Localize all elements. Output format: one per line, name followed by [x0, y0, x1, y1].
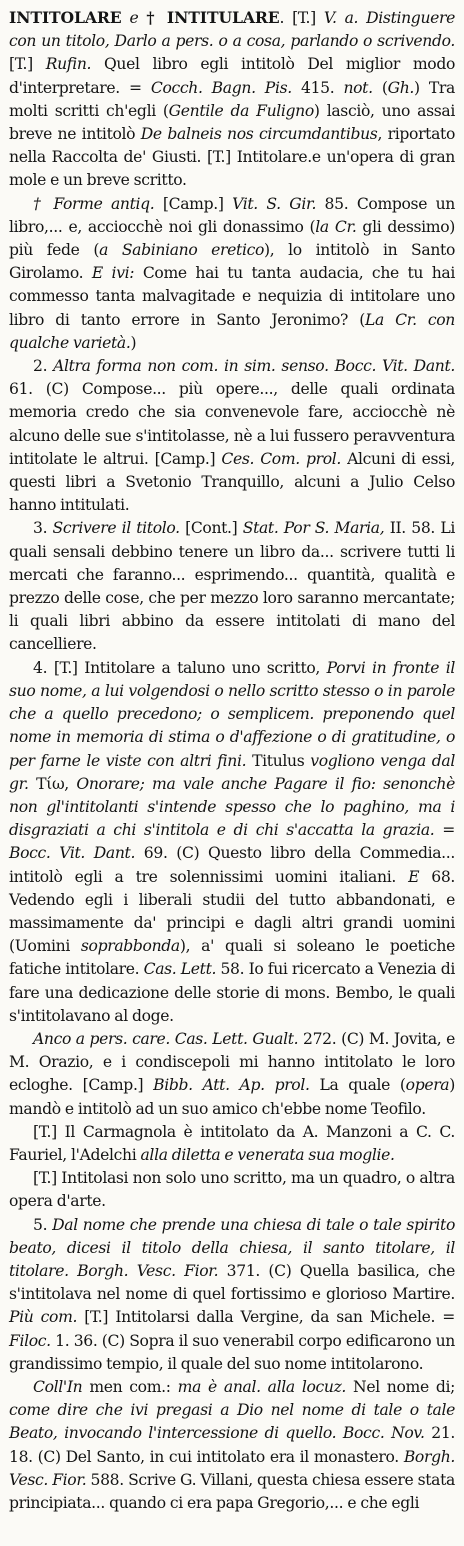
- text-run: Τίω,: [28, 774, 77, 793]
- text-run: [T.] Il Carmagnola è intitolato da A. Manzoni a C. C. Fauriel, l'Adelchi: [9, 1122, 455, 1164]
- text-run: 588. Scrive G. Villani, questa chiesa essere stata principiata... quando ci era papa Gregorio,... e che egli: [9, 1470, 455, 1512]
- text-run: Alcuni di essi, questi libri a Svetonio Tranquillo, alcuni a Julio Celso hanno intitulati.: [9, 449, 455, 515]
- text-run: men com.:: [82, 1377, 178, 1396]
- italic-run: E: [408, 867, 420, 886]
- text-run: . [T.]: [279, 9, 324, 27]
- text-run: 4. [T.] Intitolare a taluno uno scritto,: [33, 658, 327, 677]
- headword: INTITOLARE: [9, 8, 122, 27]
- italic-run: Scrivere il titolo.: [52, 519, 180, 538]
- text-run: Quel libro egli intitolò Del miglior modo d'interpretare. =: [9, 55, 455, 97]
- text-run: [T.] Intitolasi non solo uno scritto, ma un quadro, o altra opera d'arte.: [9, 1169, 455, 1211]
- italic-run: De balneis nos circumdantibus: [140, 125, 378, 144]
- text-run: [T.]: [9, 55, 46, 74]
- text-run: =: [434, 821, 455, 840]
- italic-run: Onorare; ma vale anche Pagare il fio: senonchè non gl'intitolanti s'intende spesso che lo paghino, ma i disgraziati a chi s'intitola e di chi s'accatta la grazia.: [9, 774, 455, 840]
- text-run: 21. 18. (C) Del Santo, in cui intitolato era il monastero.: [9, 1424, 456, 1466]
- italic-run: Vit. S. Gir.: [232, 194, 317, 213]
- entry-paragraph-3: [9, 355, 455, 517]
- text-run: 69. (C) Questo libro della Commedia... intitolò egli a tre solennissimi uomini italiani.: [9, 844, 455, 886]
- entry-paragraph-10: [9, 1376, 455, 1515]
- italic-run: Cas. Lett.: [143, 960, 217, 979]
- text-run: ), lo intitolò in Santo Girolamo.: [9, 241, 455, 283]
- text-run: 85. Compose un libro,... e, acciocchè noi gli donassimo (: [9, 194, 455, 236]
- italic-run: Borgh. Vesc. Fior.: [9, 1447, 455, 1489]
- text-run: [Cont.]: [179, 519, 243, 538]
- text-run: ), a' quali si soleano le poetiche fatiche intitolare.: [9, 937, 455, 979]
- italic-run: opera: [405, 1076, 450, 1095]
- italic-run: alla diletta e venerata sua moglie.: [140, 1145, 395, 1164]
- italic-run: la Cr.: [315, 217, 357, 236]
- italic-run: Bibb. Att. Ap. prol.: [153, 1076, 310, 1095]
- text-run: Titulus: [246, 751, 311, 770]
- entry-paragraph-5: [9, 657, 455, 1028]
- text-run: La quale (: [309, 1076, 406, 1095]
- text-run: 415.: [291, 78, 344, 97]
- italic-run: Più com.: [9, 1308, 78, 1327]
- text-run: ) Tra molti scritti ch'egli (: [9, 78, 455, 120]
- text-run: (: [372, 78, 388, 97]
- text-run: 1. 36. (C) Sopra il suo venerabil corpo edificarono un grandissimo tempio, il quale del suo nome intitolarono.: [9, 1331, 455, 1373]
- text-run: ) lasciò, uno assai breve ne intitolò: [9, 101, 455, 144]
- text-run: Come hai tu tanta audacia, che tu hai commesso tanta malvagitade e nequizia di intitolare uno libro di tanto errore in Santo Jeronimo? (: [9, 264, 456, 329]
- italic-run: Cocch. Bagn. Pis.: [150, 78, 292, 97]
- italic-run: Dal nome che prende una chiesa di tale o tale spirito beato, dicesi il titolo della chiesa, il santo titolare, il titolare. Borgh. Vesc. Fior.: [9, 1215, 455, 1280]
- text-run: 272. (C) M. Jovita, e M. Orazio, e i condiscepoli mi hanno intitolato le loro ecloghe. [Camp.]: [9, 1029, 455, 1095]
- text-run: 3.: [33, 519, 53, 538]
- italic-run: come dire che ivi pregasi a Dio nel nome di tale o tale Beato, invocando l'intercessione di quello. Bocc. Nov.: [9, 1401, 455, 1443]
- entry-paragraph-9: [9, 1214, 455, 1376]
- entry-paragraph-1: [9, 6, 455, 193]
- text-run: II. 58. Li quali sensali debbino tenere un libro da... scrivere tutti li mercati che faranno... esprimendo... quantità, qualità e prezzo delle cose, che per mezzo loro saranno mercantate; li quali libri abbino da essere intitolati di mano del cancelliere.: [9, 519, 455, 654]
- italic-run: vogliono venga dal gr.: [9, 751, 455, 793]
- text-run: 68. Vedendo egli i liberali studii del tutto abbandonati, e massimamente da' principi e dagli altri grandi uomini (Uomini: [9, 867, 456, 956]
- italic-run: Filoc.: [9, 1331, 51, 1350]
- italic-run: Altra forma non com. in sim. senso. Bocc. Vit. Dant.: [53, 357, 455, 376]
- italic-run: V. a. Distinguere con un titolo, Darlo a pers. o a cosa, parlando o scrivendo.: [9, 9, 455, 51]
- text-run: ): [130, 333, 137, 352]
- text-run: gli dessimo) più fede (: [9, 217, 455, 260]
- text-run: 371. (C) Quella basilica, che s'intitolava nel nome di quel fortissimo e glorioso Martire.: [9, 1261, 455, 1304]
- italic-run: Rufin.: [45, 55, 92, 74]
- italic-run: soprabbonda: [80, 937, 180, 956]
- italic-run: e: [121, 9, 147, 27]
- italic-run: a Sabiniano eretico: [99, 241, 265, 260]
- italic-run: E ivi:: [91, 264, 135, 283]
- entry-paragraph-6: [9, 1028, 455, 1121]
- text-run: [Camp.]: [154, 194, 233, 213]
- entry-paragraph-4: [9, 517, 455, 656]
- italic-run: † Forme antiq.: [33, 194, 155, 213]
- text-run: 5.: [33, 1215, 53, 1234]
- entry-paragraph-2: [9, 193, 455, 355]
- italic-run: Anco a pers. care. Cas. Lett. Gualt.: [33, 1029, 299, 1048]
- italic-run: ma è anal. alla locuz.: [177, 1377, 347, 1396]
- text-run: , riportato nella Raccolta de' Giusti. [T.] Intitolare.e un'opera di gran mole e un breve scritto.: [9, 125, 455, 190]
- italic-run: Coll'In: [33, 1377, 83, 1396]
- italic-run: Ces. Com. prol.: [221, 449, 342, 468]
- entry-paragraph-8: [9, 1167, 455, 1213]
- italic-run: Porvi in fronte il suo nome, a lui volgendosi o nello scritto stesso o in parole che a quello precedono; o semplicem. preponendo quel nome in memoria di stima o d'affezione o di gratitudine, o per farne le viste con altri fini.: [9, 658, 455, 770]
- text-run: 58. Io fui ricercato a Venezia di fare una dedicazione delle storie di mons. Bembo, le quali s'intitolavano al doge.: [9, 960, 455, 1025]
- italic-run: not.: [343, 78, 373, 97]
- entry-paragraph-7: [9, 1121, 455, 1167]
- italic-run: La Cr. con qualche varietà.: [9, 310, 456, 352]
- italic-run: Gentile da Fuligno: [168, 101, 314, 120]
- text-run: ) mandò e intitolò ad un suo amico ch'ebbe nome Teofilo.: [9, 1076, 455, 1118]
- text-run: 2.: [33, 357, 54, 376]
- text-run: Nel nome di;: [346, 1377, 455, 1396]
- italic-run: Bocc. Vit. Dant.: [9, 844, 136, 863]
- italic-run: Stat. Por S. Maria,: [242, 519, 385, 538]
- italic-run: Gh.: [387, 78, 415, 97]
- text-run: 61. (C) Compose... più opere..., delle quali ordinata memoria credo che sia convenevole fare, acciocchè nè alcuno delle sue s'intitolasse, nè a lui fussero peravventura intitolate le altrui. [Camp.]: [9, 380, 455, 468]
- headword: † INTITULARE: [146, 8, 280, 27]
- text-run: [T.] Intitolarsi dalla Vergine, da san Michele. =: [77, 1308, 455, 1327]
